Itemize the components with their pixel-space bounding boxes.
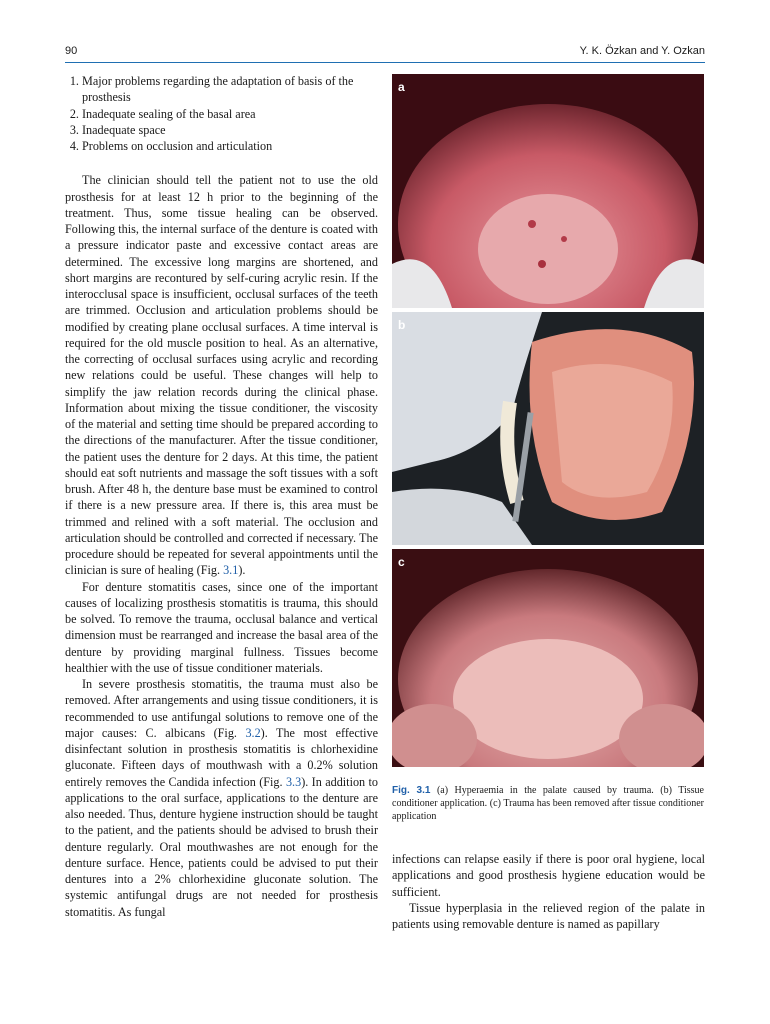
paragraph-stomatitis: For denture stomatitis cases, since one of the important causes of localizing prosthesis stomatitis is trauma, this should be solved. To remove the trauma, occlusal balance and vertical dimension must be rearranged and increase the basal area of the denture by providing marginal fullness. Tissues become healthier with the use of tissue conditioner materials. <box>65 579 378 675</box>
paragraph-hyperplasia: Tissue hyperplasia in the relieved region of the palate in patients using removable denture is named as papillary <box>392 900 705 931</box>
tissue-conditioner-photo <box>392 312 704 545</box>
figure-caption <box>392 784 704 823</box>
photo-panel-a <box>392 74 704 308</box>
panel-label-b: b <box>398 318 406 332</box>
running-authors: Y. K. Özkan and Y. Ozkan <box>579 45 705 57</box>
list-item: 3. Inadequate space <box>82 122 378 138</box>
running-header <box>65 44 705 63</box>
figure-link[interactable]: 3.1 <box>223 563 239 578</box>
panel-label-c: c <box>398 555 405 569</box>
caption-label: Fig. 3.1 <box>392 785 431 796</box>
list-item: 2. Inadequate sealing of the basal area <box>82 106 378 122</box>
paragraph-severe: In severe prosthesis stomatitis, the trauma must also be removed. After arrangements and using tissue conditioners, it is recommended to use antifungal solutions to remove one of the major causes: C. albicans (Fig. 3.2). The most effective disinfectant solution in prosthesis stomatitis is chlorhexidine gluconate. Fifteen days of mouthwash with a 0.2% solution entirely removes the Candida infection (Fig. 3.3). In addition to applications to the oral surface, applications to the denture are also needed. Thus, denture hygiene instruction should be taught to the patient, and the patients should be advised to brush their denture regularly. Oral mouthwashes are not enough for the denture surface. Hence, patients could be advised to put their dentures into a 2% chlorhexidine gluconate solution. The systemic antifungal drugs are not needed for prosthesis stomatitis. As fungal <box>65 677 379 919</box>
palate-hyperaemia-photo <box>392 74 704 308</box>
healed-palate-photo <box>392 549 704 767</box>
right-column <box>392 851 705 932</box>
list-item: 4. Problems on occlusion and articulation <box>82 138 378 154</box>
caption-text: (a) Hyperaemia in the palate caused by trauma. (b) Tissue conditioner application. (c) Trauma has been removed after tissue conditioner application <box>392 785 704 822</box>
paragraph-relapse: infections can relapse easily if there is poor oral hygiene, local applications and good prosthesis hygiene education would be sufficient. <box>392 852 705 899</box>
panel-label-a: a <box>398 80 405 94</box>
left-column <box>65 73 378 920</box>
paragraph-treatment: The clinician should tell the patient not to use the old prosthesis for at least 12 h prior to the beginning of the treatment. Thus, some tissue healing can be observed. Following this, the internal surface of the denture is coated with a pressure indicator paste and excessive contact areas are determined. The excessive long margins are shortened, and short margins are recontured by self-curing acrylic resin. If the interocclusal space is insufficient, occlusal surfaces of the teeth are trimmed. Occlusion and articulation problems should be modified by creating plane occlusal surfaces. A time interval is required for the old muscle position to heal. As an alternative, the correcting of occlusal surfaces using acrylic and recording new relations could be useful. These changes will help to simplify the jaw relation records during the clinical phase. Information about mixing the tissue conditioner, the viscosity of the material and setting time should be prepared according to the directions of the manufacturer. After the tissue conditioner, the patient uses the denture for 2 days. At this time, the patient should eat soft nutrients and massage the soft tissues with a soft brush. After 48 h, the denture base must be examined to control if there is a new pressure area. If there is, this area must be trimmed and relined with a soft material. The occlusion and articulation should be controlled and corrected if necessary. The procedure should be repeated for several appointments until the clinician is sure of healing (Fig. 3.1). <box>65 173 378 578</box>
photo-panel-c <box>392 549 704 767</box>
page-number: 90 <box>65 45 78 57</box>
photo-panel-b <box>392 312 704 545</box>
figure-3-1 <box>392 74 704 767</box>
figure-link[interactable]: 3.2 <box>245 725 261 740</box>
list-item: 1. Major problems regarding the adaptation of basis of the prosthesis <box>82 73 378 106</box>
figure-link[interactable]: 3.3 <box>285 774 302 789</box>
problem-list <box>65 73 378 154</box>
